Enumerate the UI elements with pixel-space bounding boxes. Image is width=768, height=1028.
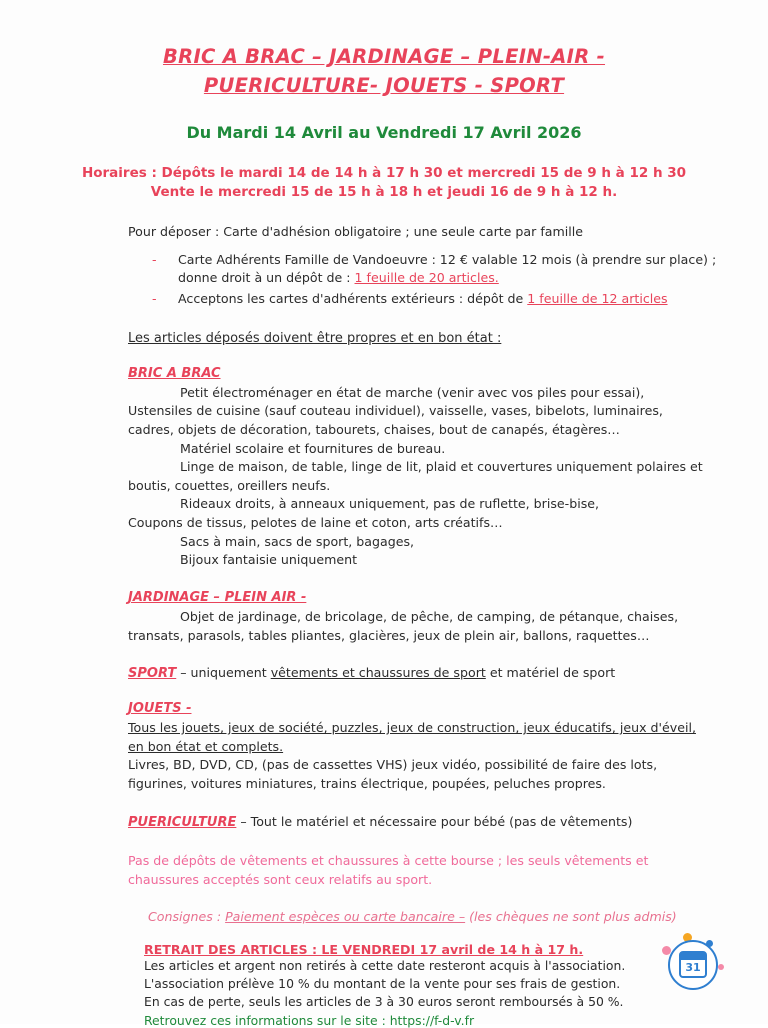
payment-instructions (148, 909, 724, 924)
clothing-restriction-note (128, 852, 724, 890)
puericulture-heading-label: PUERICULTURE (128, 814, 237, 830)
consignes-underlined: Paiement espèces ou carte bancaire – (225, 909, 466, 925)
sport-text-pre: – uniquement (176, 665, 271, 681)
bullet-dash-icon: - (152, 251, 157, 267)
retrieval-heading: RETRAIT DES ARTICLES : LE VENDREDI 17 avril de 14 h à 17 h. (144, 942, 584, 958)
retrieval-line: Les articles et argent non retirés à cette date resteront acquis à l'association. (144, 958, 626, 974)
sport-text-post: et matériel de sport (485, 665, 616, 681)
text-line: figurines, voitures miniatures, trains électrique, poupées, peluches propres. (128, 776, 606, 791)
sport-heading-label: SPORT (128, 666, 177, 682)
text-line: Linge de maison, de table, linge de lit, plaid et couvertures uniquement polaires et (180, 459, 703, 475)
calendar-header-bar (681, 953, 705, 960)
puericulture-text: – Tout le matériel et nécessaire pour bébé (pas de vêtements) (236, 813, 633, 829)
section-heading-bric-a-brac: BRIC A BRAC (128, 365, 221, 381)
website-line: Retrouvez ces informations sur le site : https://f-d-v.fr (144, 1013, 475, 1028)
section-heading-jardinage: JARDINAGE – PLEIN AIR - (128, 589, 307, 605)
retrieval-line: En cas de perte, seuls les articles de 3 à 30 euros seront remboursés à 50 %. (144, 994, 624, 1010)
list-item (152, 251, 724, 288)
list-item (152, 290, 724, 308)
text-line: Rideaux droits, à anneaux uniquement, pas de ruflette, brise-bise, (180, 496, 600, 512)
text-line: boutis, couettes, oreillers neufs. (128, 477, 331, 493)
calendar-icon (679, 951, 707, 978)
bullet-text-1: Carte Adhérents Famille de Vandoeuvre : 12 € valable 12 mois (à prendre sur place) ; donne droit à un dépôt de : (178, 251, 717, 286)
title-line-1: BRIC A BRAC – JARDINAGE – PLEIN-AIR - (162, 45, 606, 68)
text-line: Petit électroménager en état de marche (venir avec vos piles pour essai), (180, 384, 645, 400)
text-line: en bon état et complets. (128, 738, 284, 754)
text-line: Coupons de tissus, pelotes de laine et coton, arts créatifs… (128, 515, 503, 530)
note-line-1: Pas de dépôts de vêtements et chaussures à cette bourse ; les seuls vêtements et (128, 852, 649, 868)
retrieval-line: L'association prélève 10 % du montant de la vente pour ses frais de gestion. (144, 976, 621, 992)
text-line: Tous les jouets, jeux de société, puzzles, jeux de construction, jeux éducatifs, jeux d'éveil, (128, 720, 696, 736)
consignes-label: Consignes : (148, 909, 226, 925)
text-line: Objet de jardinage, de bricolage, de pêche, de camping, de pétanque, chaises, (180, 608, 679, 624)
section-heading-sport (128, 665, 724, 681)
opening-hours (44, 164, 724, 203)
bullet-text-2: Acceptons les cartes d'adhérents extérieurs : dépôt de (178, 291, 528, 307)
text-line: transats, parasols, tables pliantes, glacières, jeux de plein air, ballons, raquettes… (128, 627, 650, 643)
text-line: cadres, objets de décoration, tabourets, chaises, bout de canapés, étagères… (128, 421, 620, 437)
title-line-2: PUERICULTURE- JOUETS - SPORT (203, 74, 565, 98)
section-heading-puericulture (128, 814, 724, 830)
decorative-dot-pink-2 (718, 964, 724, 970)
consignes-rest: (les chèques ne sont plus admis) (465, 909, 677, 925)
sport-text-underline: vêtements et chaussures de sport (270, 665, 486, 681)
document-title (44, 42, 724, 101)
hours-line-2: Vente le mercredi 15 de 15 h à 18 h et jeudi 16 de 9 h à 12 h. (150, 184, 618, 201)
section-body-bric-a-brac (128, 384, 724, 570)
text-line: Livres, BD, DVD, CD, (pas de cassettes VHS) jeux vidéo, possibilité de faire des lots, (128, 757, 658, 773)
calendar-badge (662, 934, 724, 996)
text-line: Bijoux fantaisie uniquement (180, 552, 358, 568)
section-body-jouets (128, 719, 724, 794)
calendar-day-number: 31 (685, 961, 701, 974)
section-body-jardinage (128, 608, 724, 645)
condition-rule: Les articles déposés doivent être propres et en bon état : (128, 330, 502, 346)
retrieval-section (144, 942, 724, 1028)
deposit-intro: Pour déposer : Carte d'adhésion obligatoire ; une seule carte par famille (128, 223, 583, 239)
bullet-dash-icon: - (152, 291, 157, 307)
bullet-highlight-2: 1 feuille de 12 articles (527, 291, 668, 307)
hours-line-1: Horaires : Dépôts le mardi 14 de 14 h à 17 h 30 et mercredi 15 de 9 h à 12 h 30 (81, 164, 687, 181)
text-line: Matériel scolaire et fournitures de bureau. (180, 440, 446, 456)
membership-card-list (152, 251, 724, 309)
text-line: Ustensiles de cuisine (sauf couteau individuel), vaisselle, vases, bibelots, luminaires, (128, 403, 663, 419)
section-heading-jouets: JOUETS - (128, 701, 192, 717)
event-dates: Du Mardi 14 Avril au Vendredi 17 Avril 2026 (186, 122, 582, 142)
text-line: Sacs à main, sacs de sport, bagages, (180, 533, 415, 549)
bullet-highlight-1: 1 feuille de 20 articles. (354, 270, 499, 286)
note-line-2: chaussures acceptés sont ceux relatifs au sport. (128, 871, 433, 887)
